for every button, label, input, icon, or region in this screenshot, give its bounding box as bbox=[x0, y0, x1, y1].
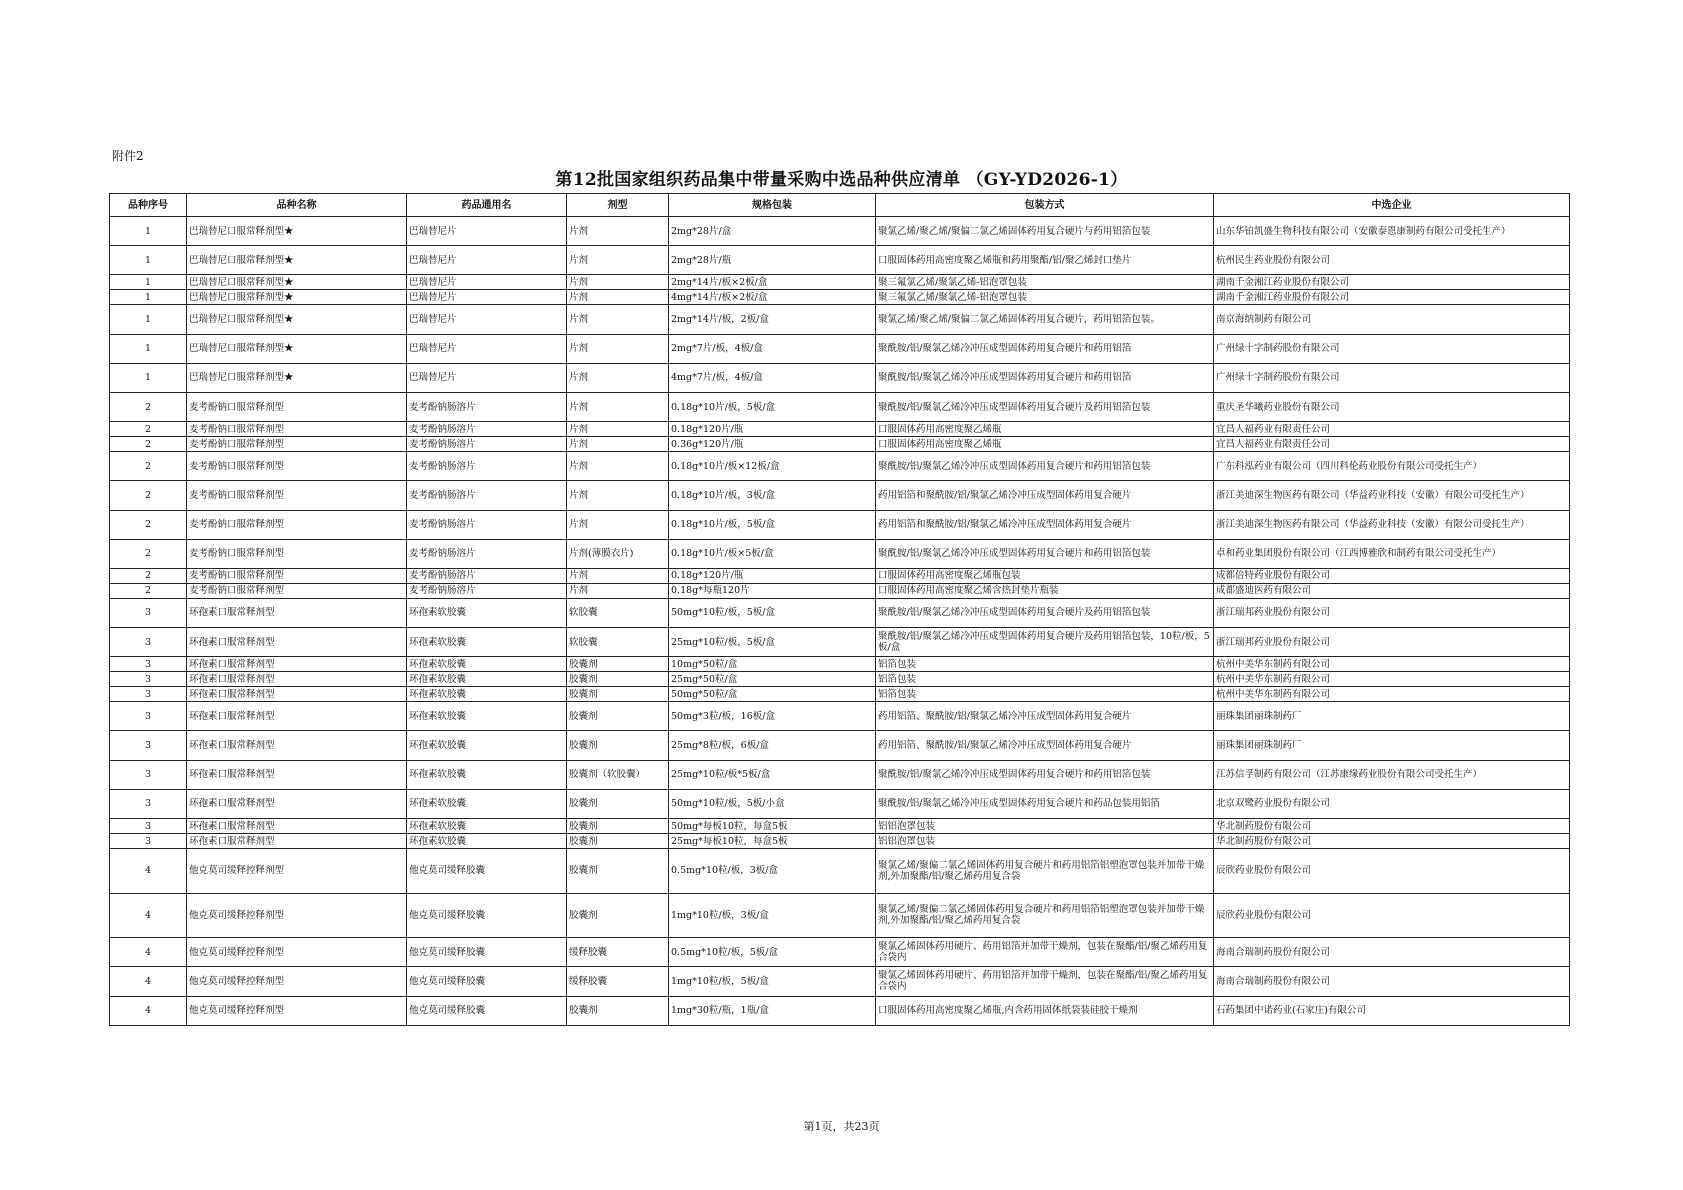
document-title: 第12批国家组织药品集中带量采购中选品种供应清单 （GY-YD2026-1） bbox=[555, 170, 1128, 190]
cell-dosage-form: 胶囊剂 bbox=[567, 893, 669, 938]
page-footer: 第1页，共23页 bbox=[803, 1120, 880, 1133]
cell-variety-name: 巴瑞替尼口服常释剂型★ bbox=[187, 290, 407, 305]
cell-spec: 25mg*每板10粒，每盒5板 bbox=[669, 834, 876, 849]
cell-company: 成都盛迪医药有限公司 bbox=[1214, 583, 1570, 598]
cell-packaging: 聚酰胺/铝/聚氯乙烯冷冲压成型固体药用复合硬片和药用铝箔 bbox=[876, 363, 1214, 392]
cell-company: 卓和药业集团股份有限公司（江西博雅欣和制药有限公司受托生产） bbox=[1214, 539, 1570, 568]
table-row bbox=[110, 819, 1570, 834]
cell-company: 丽珠集团丽珠制药厂 bbox=[1214, 731, 1570, 760]
cell-dosage-form: 胶囊剂 bbox=[567, 672, 669, 687]
cell-generic-name: 环孢素软胶囊 bbox=[407, 789, 567, 818]
cell-variety-no: 1 bbox=[110, 275, 187, 290]
cell-packaging: 聚酰胺/铝/聚氯乙烯冷冲压成型固体药用复合硬片和药用铝箔 bbox=[876, 334, 1214, 363]
cell-packaging: 药用铝箔和聚酰胺/铝/聚氯乙烯冷冲压成型固体药用复合硬片 bbox=[876, 481, 1214, 510]
cell-variety-no: 3 bbox=[110, 760, 187, 789]
cell-spec: 25mg*8粒/板，6板/盒 bbox=[669, 731, 876, 760]
cell-generic-name: 环孢素软胶囊 bbox=[407, 598, 567, 627]
cell-packaging: 口服固体药用高密度聚乙烯含热封垫片瓶装 bbox=[876, 583, 1214, 598]
cell-variety-name: 环孢素口服常释剂型 bbox=[187, 672, 407, 687]
cell-dosage-form: 胶囊剂 bbox=[567, 819, 669, 834]
cell-variety-name: 麦考酚钠口服常释剂型 bbox=[187, 452, 407, 481]
cell-packaging: 铝箔包装 bbox=[876, 672, 1214, 687]
cell-generic-name: 麦考酚钠肠溶片 bbox=[407, 422, 567, 437]
cell-generic-name: 巴瑞替尼片 bbox=[407, 246, 567, 275]
cell-spec: 0.18g*10片/板，3板/盒 bbox=[669, 481, 876, 510]
cell-dosage-form: 片剂 bbox=[567, 246, 669, 275]
cell-generic-name: 麦考酚钠肠溶片 bbox=[407, 452, 567, 481]
cell-generic-name: 他克莫司缓释胶囊 bbox=[407, 967, 567, 996]
cell-variety-name: 麦考酚钠口服常释剂型 bbox=[187, 583, 407, 598]
cell-spec: 4mg*14片/板×2板/盒 bbox=[669, 290, 876, 305]
cell-variety-name: 环孢素口服常释剂型 bbox=[187, 789, 407, 818]
cell-company: 辰欣药业股份有限公司 bbox=[1214, 893, 1570, 938]
cell-packaging: 聚氯乙烯固体药用硬片、药用铝箔并加带干燥剂，包装在聚酯/铝/聚乙烯药用复合袋内 bbox=[876, 967, 1214, 996]
cell-variety-name: 麦考酚钠口服常释剂型 bbox=[187, 392, 407, 421]
cell-generic-name: 他克莫司缓释胶囊 bbox=[407, 849, 567, 894]
cell-company: 浙江美迪深生物医药有限公司（华益药业科技（安徽）有限公司受托生产） bbox=[1214, 481, 1570, 510]
table-row bbox=[110, 687, 1570, 702]
cell-company: 海南合瑞制药股份有限公司 bbox=[1214, 938, 1570, 967]
cell-company: 湖南千金湘江药业股份有限公司 bbox=[1214, 275, 1570, 290]
cell-packaging: 铝铝泡罩包装 bbox=[876, 834, 1214, 849]
cell-variety-name: 环孢素口服常释剂型 bbox=[187, 687, 407, 702]
cell-dosage-form: 片剂 bbox=[567, 305, 669, 334]
cell-packaging: 聚氯乙烯/聚乙烯/聚偏二氯乙烯固体药用复合硬片与药用铝箔包装 bbox=[876, 217, 1214, 246]
cell-dosage-form: 片剂 bbox=[567, 392, 669, 421]
cell-dosage-form: 片剂 bbox=[567, 290, 669, 305]
table-row bbox=[110, 893, 1570, 938]
cell-dosage-form: 片剂 bbox=[567, 437, 669, 452]
cell-variety-no: 3 bbox=[110, 687, 187, 702]
cell-generic-name: 麦考酚钠肠溶片 bbox=[407, 583, 567, 598]
cell-packaging: 口服固体药用高密度聚乙烯瓶和药用聚酯/铝/聚乙烯封口垫片 bbox=[876, 246, 1214, 275]
cell-variety-name: 巴瑞替尼口服常释剂型★ bbox=[187, 246, 407, 275]
cell-variety-no: 2 bbox=[110, 568, 187, 583]
cell-dosage-form: 软胶囊 bbox=[567, 628, 669, 657]
cell-dosage-form: 片剂 bbox=[567, 275, 669, 290]
cell-variety-no: 1 bbox=[110, 334, 187, 363]
cell-variety-no: 4 bbox=[110, 996, 187, 1025]
cell-company: 湖南千金湘江药业股份有限公司 bbox=[1214, 290, 1570, 305]
cell-dosage-form: 胶囊剂 bbox=[567, 849, 669, 894]
table-row bbox=[110, 583, 1570, 598]
cell-generic-name: 巴瑞替尼片 bbox=[407, 334, 567, 363]
cell-dosage-form: 片剂 bbox=[567, 422, 669, 437]
cell-company: 广州绿十字制药股份有限公司 bbox=[1214, 334, 1570, 363]
table-row bbox=[110, 702, 1570, 731]
cell-variety-name: 环孢素口服常释剂型 bbox=[187, 834, 407, 849]
cell-generic-name: 环孢素软胶囊 bbox=[407, 702, 567, 731]
table-row bbox=[110, 539, 1570, 568]
cell-variety-no: 2 bbox=[110, 392, 187, 421]
cell-variety-name: 巴瑞替尼口服常释剂型★ bbox=[187, 275, 407, 290]
cell-variety-name: 麦考酚钠口服常释剂型 bbox=[187, 437, 407, 452]
cell-packaging: 聚酰胺/铝/聚氯乙烯冷冲压成型固体药用复合硬片和药用铝箔包装 bbox=[876, 539, 1214, 568]
cell-company: 南京海纳制药有限公司 bbox=[1214, 305, 1570, 334]
cell-spec: 0.18g*120片/瓶 bbox=[669, 422, 876, 437]
cell-company: 杭州中美华东制药有限公司 bbox=[1214, 687, 1570, 702]
cell-variety-no: 4 bbox=[110, 938, 187, 967]
table-row bbox=[110, 598, 1570, 627]
cell-variety-name: 麦考酚钠口服常释剂型 bbox=[187, 539, 407, 568]
table-row bbox=[110, 422, 1570, 437]
cell-dosage-form: 胶囊剂 bbox=[567, 687, 669, 702]
cell-generic-name: 麦考酚钠肠溶片 bbox=[407, 510, 567, 539]
cell-generic-name: 环孢素软胶囊 bbox=[407, 834, 567, 849]
cell-variety-no: 3 bbox=[110, 819, 187, 834]
cell-dosage-form: 片剂 bbox=[567, 568, 669, 583]
table-row bbox=[110, 568, 1570, 583]
cell-spec: 0.5mg*10粒/板，5板/盒 bbox=[669, 938, 876, 967]
table-row bbox=[110, 217, 1570, 246]
cell-generic-name: 麦考酚钠肠溶片 bbox=[407, 437, 567, 452]
cell-generic-name: 巴瑞替尼片 bbox=[407, 305, 567, 334]
cell-variety-no: 3 bbox=[110, 731, 187, 760]
cell-generic-name: 环孢素软胶囊 bbox=[407, 672, 567, 687]
cell-variety-no: 3 bbox=[110, 702, 187, 731]
cell-spec: 0.18g*10片/板，5板/盒 bbox=[669, 392, 876, 421]
cell-packaging: 聚氯乙烯/聚偏二氯乙烯固体药用复合硬片和药用铝箔铝塑泡罩包装并加带干燥剂,外加聚酯/铝/聚乙烯药用复合袋 bbox=[876, 849, 1214, 894]
cell-company: 广东科泓药业有限公司（四川科伦药业股份有限公司受托生产） bbox=[1214, 452, 1570, 481]
cell-variety-no: 2 bbox=[110, 481, 187, 510]
cell-spec: 10mg*50粒/盒 bbox=[669, 657, 876, 672]
cell-variety-name: 他克莫司缓释控释剂型 bbox=[187, 996, 407, 1025]
cell-dosage-form: 片剂 bbox=[567, 334, 669, 363]
cell-packaging: 药用铝箔、聚酰胺/铝/聚氯乙烯冷冲压成型固体药用复合硬片 bbox=[876, 731, 1214, 760]
cell-spec: 4mg*7片/板，4板/盒 bbox=[669, 363, 876, 392]
cell-packaging: 聚酰胺/铝/聚氯乙烯冷冲压成型固体药用复合硬片和药用铝箔包装 bbox=[876, 452, 1214, 481]
cell-company: 辰欣药业股份有限公司 bbox=[1214, 849, 1570, 894]
cell-packaging: 铝铝泡罩包装 bbox=[876, 819, 1214, 834]
cell-dosage-form: 缓释胶囊 bbox=[567, 938, 669, 967]
cell-spec: 25mg*10粒/板，5板/盒 bbox=[669, 628, 876, 657]
cell-dosage-form: 片剂 bbox=[567, 452, 669, 481]
cell-generic-name: 巴瑞替尼片 bbox=[407, 217, 567, 246]
cell-spec: 50mg*10粒/板，5板/盒 bbox=[669, 598, 876, 627]
header-dosage-form: 剂型 bbox=[567, 194, 669, 217]
header-variety-name: 品种名称 bbox=[187, 194, 407, 217]
cell-company: 丽珠集团丽珠制药厂 bbox=[1214, 702, 1570, 731]
cell-dosage-form: 片剂(薄膜衣片) bbox=[567, 539, 669, 568]
cell-generic-name: 麦考酚钠肠溶片 bbox=[407, 539, 567, 568]
cell-packaging: 聚氯乙烯/聚偏二氯乙烯固体药用复合硬片和药用铝箔铝塑泡罩包装并加带干燥剂,外加聚酯/铝/聚乙烯药用复合袋 bbox=[876, 893, 1214, 938]
cell-spec: 50mg*每板10粒，每盒5板 bbox=[669, 819, 876, 834]
table-row bbox=[110, 437, 1570, 452]
cell-dosage-form: 片剂 bbox=[567, 217, 669, 246]
cell-spec: 0.36g*120片/瓶 bbox=[669, 437, 876, 452]
cell-generic-name: 环孢素软胶囊 bbox=[407, 687, 567, 702]
cell-packaging: 铝箔包装 bbox=[876, 657, 1214, 672]
cell-company: 杭州中美华东制药有限公司 bbox=[1214, 657, 1570, 672]
cell-packaging: 铝箔包装 bbox=[876, 687, 1214, 702]
cell-spec: 25mg*50粒/盒 bbox=[669, 672, 876, 687]
cell-variety-name: 环孢素口服常释剂型 bbox=[187, 760, 407, 789]
cell-spec: 0.5mg*10粒/板，3板/盒 bbox=[669, 849, 876, 894]
table-row bbox=[110, 996, 1570, 1025]
cell-variety-no: 1 bbox=[110, 246, 187, 275]
cell-dosage-form: 胶囊剂 bbox=[567, 996, 669, 1025]
cell-generic-name: 环孢素软胶囊 bbox=[407, 819, 567, 834]
cell-spec: 2mg*7片/板，4板/盒 bbox=[669, 334, 876, 363]
cell-company: 北京双鹭药业股份有限公司 bbox=[1214, 789, 1570, 818]
cell-variety-name: 麦考酚钠口服常释剂型 bbox=[187, 510, 407, 539]
table-row bbox=[110, 275, 1570, 290]
cell-packaging: 口服固体药用高密度聚乙烯瓶,内含药用固体纸袋装硅胶干燥剂 bbox=[876, 996, 1214, 1025]
cell-spec: 0.18g*10片/板，5板/盒 bbox=[669, 510, 876, 539]
cell-spec: 2mg*14片/板×2板/盒 bbox=[669, 275, 876, 290]
cell-variety-name: 他克莫司缓释控释剂型 bbox=[187, 849, 407, 894]
cell-spec: 50mg*50粒/盒 bbox=[669, 687, 876, 702]
cell-generic-name: 环孢素软胶囊 bbox=[407, 657, 567, 672]
table-row bbox=[110, 363, 1570, 392]
cell-generic-name: 巴瑞替尼片 bbox=[407, 275, 567, 290]
table-row bbox=[110, 789, 1570, 818]
cell-variety-no: 2 bbox=[110, 583, 187, 598]
cell-variety-no: 2 bbox=[110, 510, 187, 539]
cell-variety-name: 他克莫司缓释控释剂型 bbox=[187, 893, 407, 938]
cell-variety-no: 4 bbox=[110, 967, 187, 996]
cell-company: 山东华铂凯盛生物科技有限公司（安徽泰恩康制药有限公司受托生产） bbox=[1214, 217, 1570, 246]
table-row bbox=[110, 672, 1570, 687]
table-row bbox=[110, 510, 1570, 539]
cell-dosage-form: 片剂 bbox=[567, 363, 669, 392]
cell-variety-name: 环孢素口服常释剂型 bbox=[187, 657, 407, 672]
cell-generic-name: 环孢素软胶囊 bbox=[407, 628, 567, 657]
table-row bbox=[110, 481, 1570, 510]
cell-packaging: 聚酰胺/铝/聚氯乙烯冷冲压成型固体药用复合硬片及药用铝箔包装，10粒/板，5板/盒 bbox=[876, 628, 1214, 657]
cell-variety-no: 3 bbox=[110, 789, 187, 818]
cell-packaging: 药用铝箔、聚酰胺/铝/聚氯乙烯冷冲压成型固体药用复合硬片 bbox=[876, 702, 1214, 731]
header-spec: 规格包装 bbox=[669, 194, 876, 217]
header-generic-name: 药品通用名 bbox=[407, 194, 567, 217]
cell-variety-name: 环孢素口服常释剂型 bbox=[187, 702, 407, 731]
cell-spec: 1mg*30粒/瓶，1瓶/盒 bbox=[669, 996, 876, 1025]
cell-variety-name: 环孢素口服常释剂型 bbox=[187, 598, 407, 627]
cell-company: 杭州中美华东制药有限公司 bbox=[1214, 672, 1570, 687]
cell-variety-name: 麦考酚钠口服常释剂型 bbox=[187, 422, 407, 437]
cell-variety-no: 3 bbox=[110, 672, 187, 687]
table-row bbox=[110, 967, 1570, 996]
table-row bbox=[110, 834, 1570, 849]
cell-spec: 2mg*14片/板，2板/盒 bbox=[669, 305, 876, 334]
cell-variety-name: 巴瑞替尼口服常释剂型★ bbox=[187, 217, 407, 246]
cell-dosage-form: 片剂 bbox=[567, 481, 669, 510]
cell-company: 宜昌人福药业有限责任公司 bbox=[1214, 422, 1570, 437]
table-row bbox=[110, 305, 1570, 334]
cell-packaging: 聚酰胺/铝/聚氯乙烯冷冲压成型固体药用复合硬片和药用铝箔包装 bbox=[876, 760, 1214, 789]
cell-variety-no: 3 bbox=[110, 834, 187, 849]
header-company: 中选企业 bbox=[1214, 194, 1570, 217]
cell-company: 华北制药股份有限公司 bbox=[1214, 819, 1570, 834]
cell-packaging: 聚酰胺/铝/聚氯乙烯冷冲压成型固体药用复合硬片及药用铝箔包装 bbox=[876, 392, 1214, 421]
cell-company: 重庆圣华曦药业股份有限公司 bbox=[1214, 392, 1570, 421]
header-variety-no: 品种序号 bbox=[110, 194, 187, 217]
cell-company: 浙江瑞邦药业股份有限公司 bbox=[1214, 598, 1570, 627]
cell-generic-name: 环孢素软胶囊 bbox=[407, 760, 567, 789]
cell-dosage-form: 胶囊剂 bbox=[567, 702, 669, 731]
supply-list-table bbox=[109, 193, 1570, 1026]
cell-company: 浙江瑞邦药业股份有限公司 bbox=[1214, 628, 1570, 657]
cell-packaging: 聚酰胺/铝/聚氯乙烯冷冲压成型固体药用复合硬片及药用铝箔包装 bbox=[876, 598, 1214, 627]
cell-dosage-form: 胶囊剂 bbox=[567, 657, 669, 672]
cell-company: 华北制药股份有限公司 bbox=[1214, 834, 1570, 849]
cell-variety-name: 他克莫司缓释控释剂型 bbox=[187, 938, 407, 967]
cell-generic-name: 巴瑞替尼片 bbox=[407, 290, 567, 305]
cell-packaging: 聚三氟氯乙烯/聚氯乙烯-铝泡罩包装 bbox=[876, 290, 1214, 305]
cell-packaging: 聚酰胺/铝/聚氯乙烯冷冲压成型固体药用复合硬片和药品包装用铝箔 bbox=[876, 789, 1214, 818]
table-row bbox=[110, 452, 1570, 481]
table-row bbox=[110, 849, 1570, 894]
cell-generic-name: 麦考酚钠肠溶片 bbox=[407, 392, 567, 421]
cell-generic-name: 麦考酚钠肠溶片 bbox=[407, 481, 567, 510]
cell-dosage-form: 胶囊剂 bbox=[567, 789, 669, 818]
cell-packaging: 口服固体药用高密度聚乙烯瓶包装 bbox=[876, 568, 1214, 583]
table-row bbox=[110, 628, 1570, 657]
cell-variety-no: 1 bbox=[110, 305, 187, 334]
cell-packaging: 口服固体药用高密度聚乙烯瓶 bbox=[876, 437, 1214, 452]
cell-variety-name: 环孢素口服常释剂型 bbox=[187, 628, 407, 657]
cell-dosage-form: 胶囊剂 bbox=[567, 834, 669, 849]
cell-generic-name: 他克莫司缓释胶囊 bbox=[407, 938, 567, 967]
cell-company: 广州绿十字制药股份有限公司 bbox=[1214, 363, 1570, 392]
cell-dosage-form: 片剂 bbox=[567, 510, 669, 539]
cell-spec: 0.18g*10片/板×5板/盒 bbox=[669, 539, 876, 568]
cell-spec: 0.18g*10片/板×12板/盒 bbox=[669, 452, 876, 481]
cell-packaging: 药用铝箔和聚酰胺/铝/聚氯乙烯冷冲压成型固体药用复合硬片 bbox=[876, 510, 1214, 539]
table-row bbox=[110, 938, 1570, 967]
cell-variety-no: 1 bbox=[110, 217, 187, 246]
cell-variety-no: 3 bbox=[110, 628, 187, 657]
cell-company: 成都倍特药业股份有限公司 bbox=[1214, 568, 1570, 583]
cell-generic-name: 巴瑞替尼片 bbox=[407, 363, 567, 392]
cell-spec: 50mg*3粒/板，16板/盒 bbox=[669, 702, 876, 731]
cell-generic-name: 麦考酚钠肠溶片 bbox=[407, 568, 567, 583]
cell-packaging: 口服固体药用高密度聚乙烯瓶 bbox=[876, 422, 1214, 437]
cell-variety-name: 巴瑞替尼口服常释剂型★ bbox=[187, 363, 407, 392]
cell-packaging: 聚氯乙烯/聚乙烯/聚偏二氯乙烯固体药用复合硬片，药用铝箔包装。 bbox=[876, 305, 1214, 334]
cell-generic-name: 环孢素软胶囊 bbox=[407, 731, 567, 760]
cell-company: 宜昌人福药业有限责任公司 bbox=[1214, 437, 1570, 452]
table-row bbox=[110, 657, 1570, 672]
cell-company: 海南合瑞制药股份有限公司 bbox=[1214, 967, 1570, 996]
cell-variety-name: 他克莫司缓释控释剂型 bbox=[187, 967, 407, 996]
cell-dosage-form: 软胶囊 bbox=[567, 598, 669, 627]
table-header-row bbox=[110, 194, 1570, 217]
cell-variety-no: 2 bbox=[110, 452, 187, 481]
cell-variety-name: 巴瑞替尼口服常释剂型★ bbox=[187, 305, 407, 334]
cell-dosage-form: 胶囊剂 bbox=[567, 731, 669, 760]
table-row bbox=[110, 392, 1570, 421]
cell-variety-name: 环孢素口服常释剂型 bbox=[187, 731, 407, 760]
cell-variety-name: 麦考酚钠口服常释剂型 bbox=[187, 481, 407, 510]
cell-variety-no: 2 bbox=[110, 539, 187, 568]
cell-packaging: 聚氯乙烯固体药用硬片、药用铝箔并加带干燥剂，包装在聚酯/铝/聚乙烯药用复合袋内 bbox=[876, 938, 1214, 967]
cell-packaging: 聚三氟氯乙烯/聚氯乙烯-铝泡罩包装 bbox=[876, 275, 1214, 290]
cell-variety-no: 4 bbox=[110, 849, 187, 894]
cell-dosage-form: 缓释胶囊 bbox=[567, 967, 669, 996]
cell-generic-name: 他克莫司缓释胶囊 bbox=[407, 893, 567, 938]
cell-variety-no: 3 bbox=[110, 657, 187, 672]
cell-variety-no: 1 bbox=[110, 363, 187, 392]
cell-variety-no: 2 bbox=[110, 422, 187, 437]
cell-variety-no: 3 bbox=[110, 598, 187, 627]
cell-variety-no: 4 bbox=[110, 893, 187, 938]
cell-variety-no: 1 bbox=[110, 290, 187, 305]
header-packaging: 包装方式 bbox=[876, 194, 1214, 217]
cell-variety-name: 环孢素口服常释剂型 bbox=[187, 819, 407, 834]
cell-company: 石药集团中诺药业(石家庄)有限公司 bbox=[1214, 996, 1570, 1025]
table-body bbox=[110, 217, 1570, 1026]
cell-spec: 2mg*28片/瓶 bbox=[669, 246, 876, 275]
cell-spec: 0.18g*每瓶120片 bbox=[669, 583, 876, 598]
table-row bbox=[110, 731, 1570, 760]
table-row bbox=[110, 760, 1570, 789]
cell-company: 浙江美迪深生物医药有限公司（华益药业科技（安徽）有限公司受托生产） bbox=[1214, 510, 1570, 539]
cell-company: 杭州民生药业股份有限公司 bbox=[1214, 246, 1570, 275]
cell-generic-name: 他克莫司缓释胶囊 bbox=[407, 996, 567, 1025]
cell-spec: 1mg*10粒/板，5板/盒 bbox=[669, 967, 876, 996]
cell-variety-no: 2 bbox=[110, 437, 187, 452]
cell-spec: 1mg*10粒/板，3板/盒 bbox=[669, 893, 876, 938]
cell-spec: 50mg*10粒/板，5板/小盒 bbox=[669, 789, 876, 818]
attachment-label: 附件2 bbox=[112, 149, 144, 163]
table-row bbox=[110, 334, 1570, 363]
cell-spec: 25mg*10粒/板*5板/盒 bbox=[669, 760, 876, 789]
cell-spec: 0.18g*120片/瓶 bbox=[669, 568, 876, 583]
cell-variety-name: 麦考酚钠口服常释剂型 bbox=[187, 568, 407, 583]
cell-dosage-form: 片剂 bbox=[567, 583, 669, 598]
cell-spec: 2mg*28片/盒 bbox=[669, 217, 876, 246]
cell-dosage-form: 胶囊剂（软胶囊） bbox=[567, 760, 669, 789]
cell-company: 江苏信孚制药有限公司（江苏康缘药业股份有限公司受托生产） bbox=[1214, 760, 1570, 789]
table-row bbox=[110, 246, 1570, 275]
table-row bbox=[110, 290, 1570, 305]
cell-variety-name: 巴瑞替尼口服常释剂型★ bbox=[187, 334, 407, 363]
